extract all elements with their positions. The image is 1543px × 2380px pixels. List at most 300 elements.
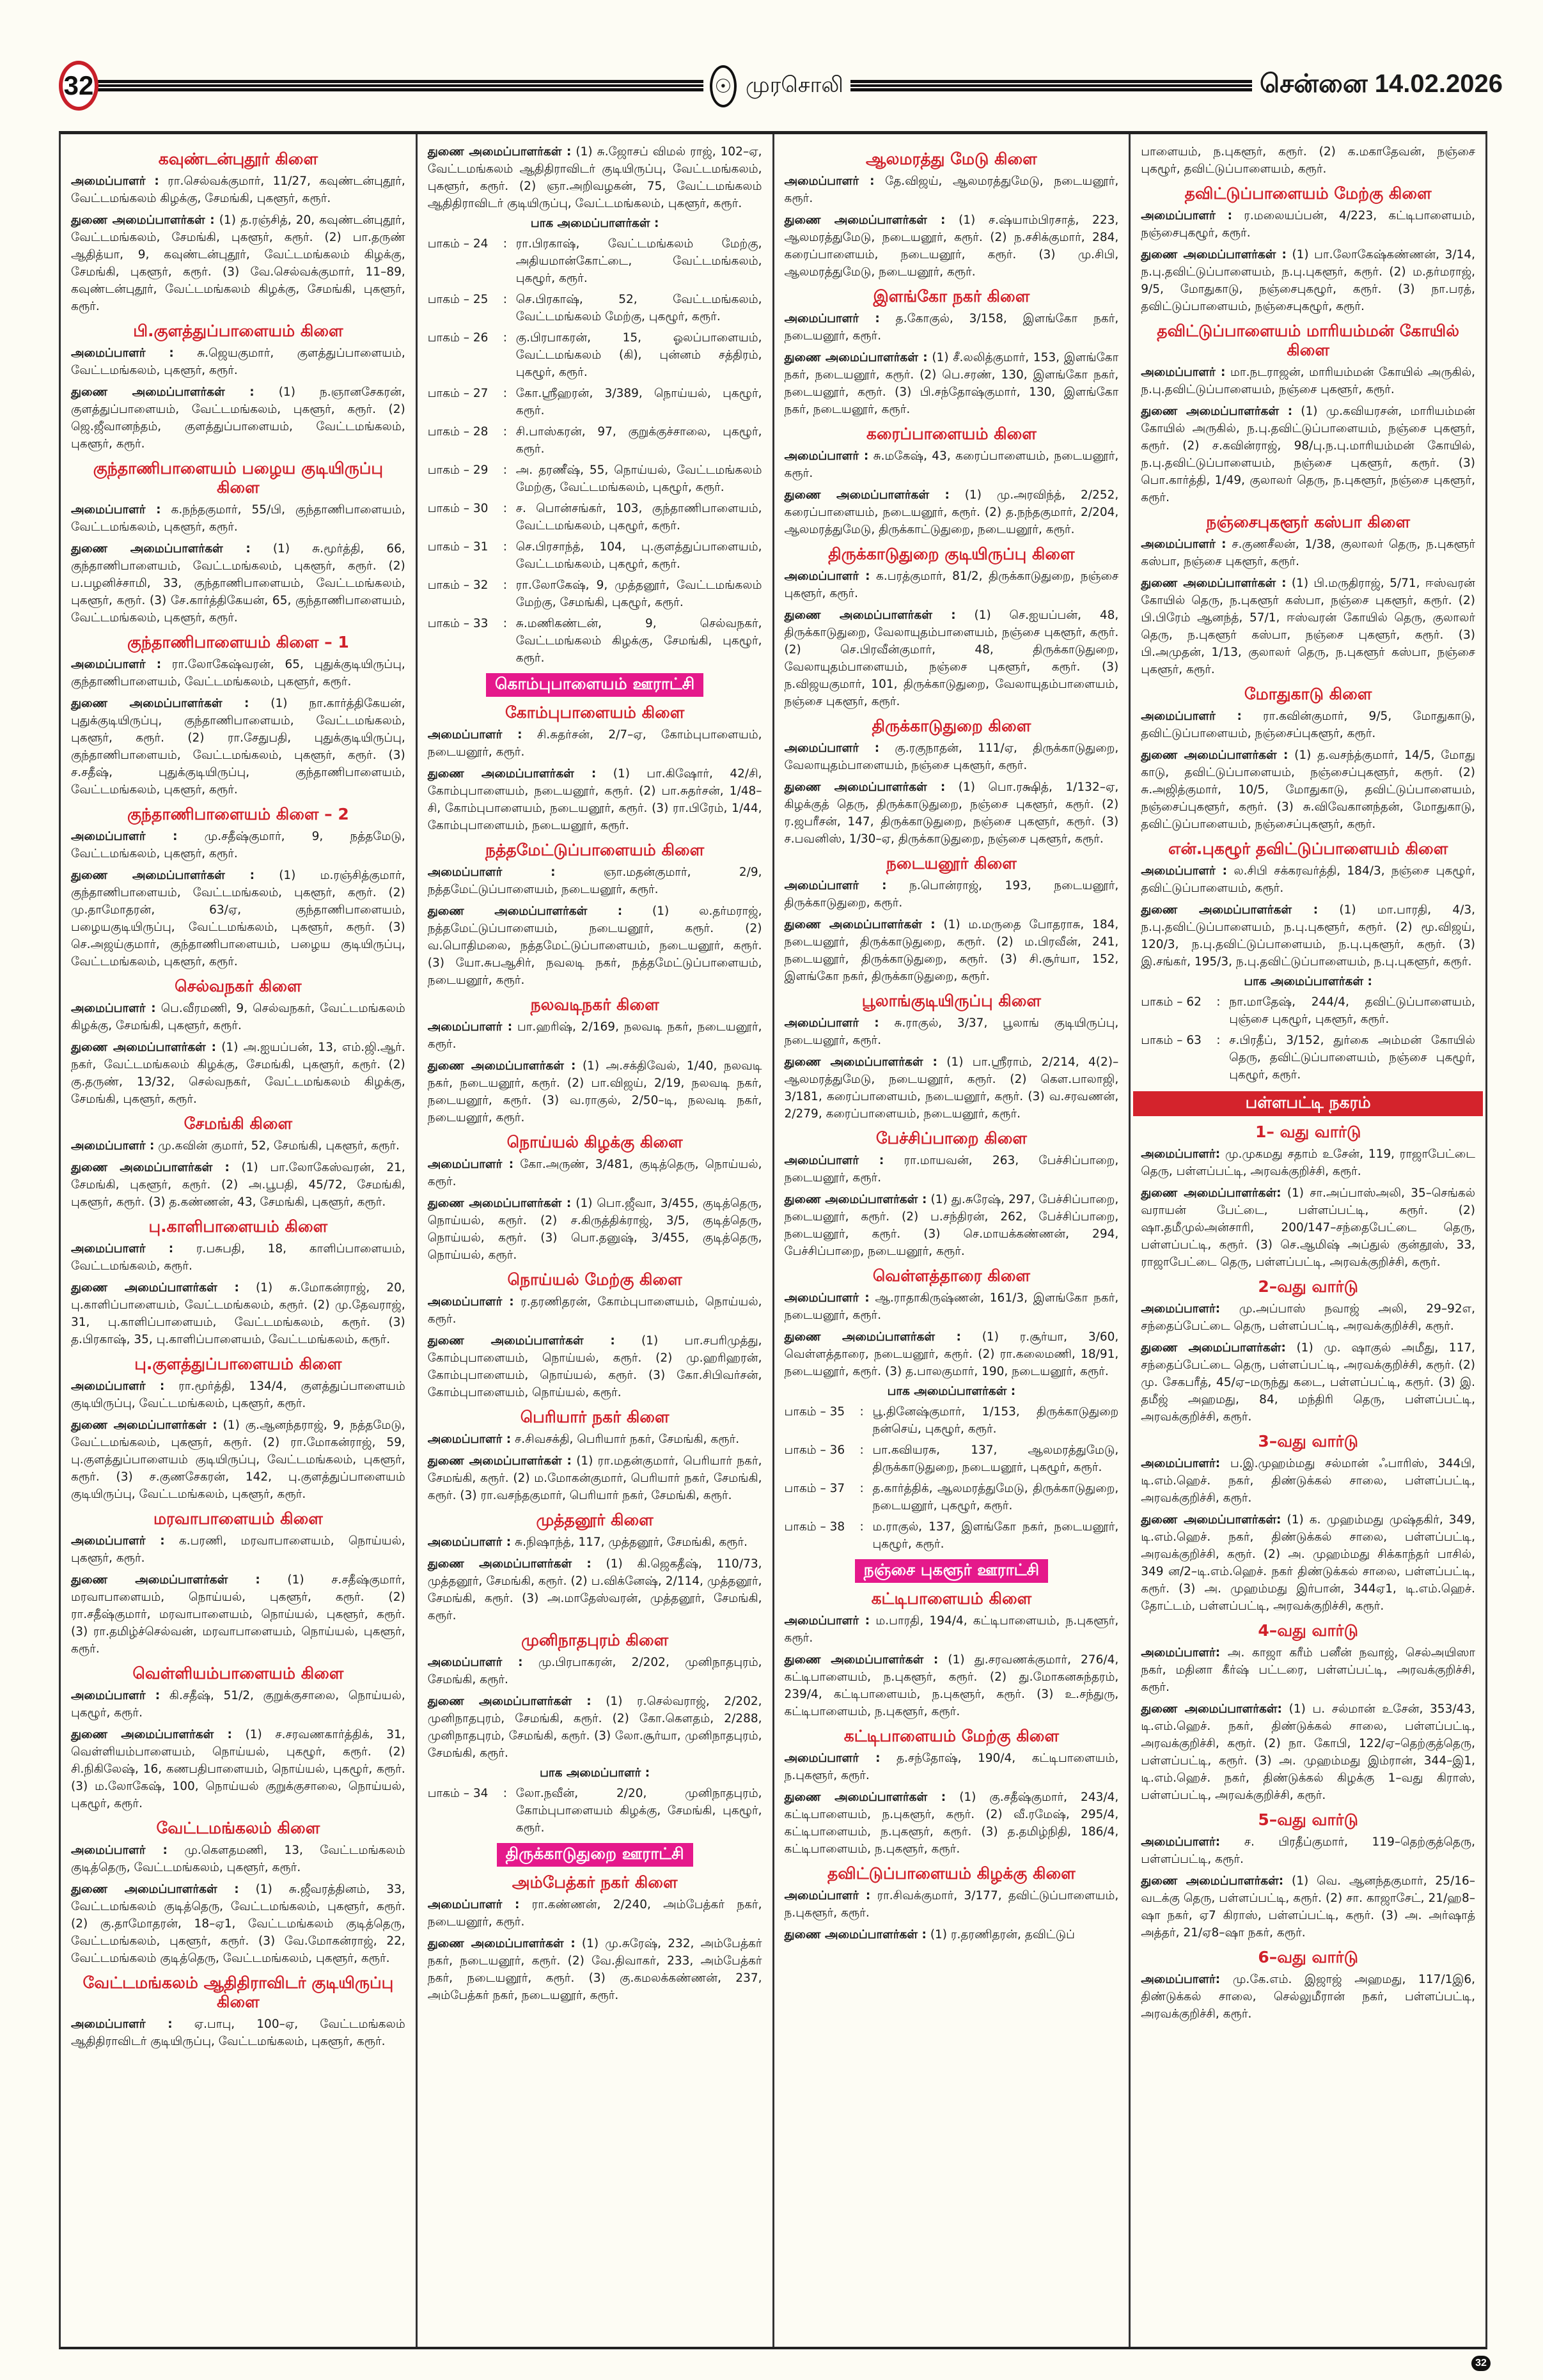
separator: :: [859, 1520, 864, 1534]
office-bearer-entry: [71, 1687, 405, 1722]
office-bearer-entry: [785, 1887, 1119, 1922]
booth-number: பாகம் – 30: [427, 502, 489, 515]
office-bearer-entry: [71, 1000, 405, 1034]
office-bearer-entry: [785, 1289, 1119, 1324]
branch-heading: 3–வது வார்டு: [1258, 1432, 1358, 1451]
office-bearer-entry: [1141, 1455, 1475, 1507]
entry-label: அமைப்பாளர் :: [71, 1002, 156, 1015]
section-subheading: பாக அமைப்பாளர் :: [540, 1766, 650, 1780]
office-bearer-entry: [785, 310, 1119, 345]
office-bearer-entry: [428, 1018, 762, 1053]
office-bearer-entry: [785, 779, 1119, 848]
entry-text: (1) பி.மருதிராஜ், 5/71, ஈஸ்வரன் கோயில் தெரு, ந.புகளூர் கஸ்பா, நஞ்சை புகளூர், கரூர். (2) பி.பிரேம் ஆனந்த், 57/1, ஈஸ்வரன் கோயில் தெரு, குலாலர் தெரு, ந.புகளூர் கஸ்பா, நஞ்சை புகளூர், கரூர். (3) பி.அமுதன், 1/13, குலாலர் தெரு, ந.புகளூர் கஸ்பா, நஞ்சை புகளூர், கரூர்.: [1141, 577, 1475, 676]
entry-label: அமைப்பாளர் :: [71, 1844, 168, 1857]
office-bearer-entry: [785, 877, 1119, 912]
booth-agent-row: [428, 291, 762, 325]
entry-label: துணை அமைப்பாளர்கள் :: [71, 1883, 239, 1896]
entry-label: அமைப்பாளர் :: [1141, 366, 1226, 379]
branch-heading: வெள்ளத்தாரை கிளை: [872, 1266, 1030, 1285]
branch-heading: வேட்டமங்கலம் கிளை: [156, 1819, 320, 1837]
booth-agent-row: [428, 1785, 762, 1837]
office-bearer-entry: [71, 1279, 405, 1348]
office-bearer-entry: [1141, 1971, 1475, 2023]
entry-label: அமைப்பாளர் :: [784, 742, 880, 755]
booth-agent-text: ரா.லோகேஷ், 9, முத்தனூர், வேட்டமங்கலம் மேற்கு, சேமங்கி, புகழூர், கரூர்.: [515, 579, 762, 609]
branch-heading: கட்டிபாளையம் கிளை: [871, 1589, 1032, 1608]
office-bearer-entry: [785, 212, 1119, 281]
entry-text: சு.ராகுல், 3/37, பூலாங் குடியிருப்பு, நடையனூர், கரூர்.: [784, 1016, 1119, 1047]
branch-heading: 6–வது வார்டு: [1258, 1948, 1358, 1966]
booth-agent-row: [428, 423, 762, 458]
entry-label: அமைப்பாளர் :: [71, 346, 174, 360]
branch-heading: பேச்சிப்பாறை கிளை: [875, 1129, 1027, 1147]
masthead-rule-right: [850, 80, 1260, 91]
entry-text: ச.குணசீலன், 1/38, குலாலர் தெரு, ந.புகளூர் கஸ்பா, நஞ்சை புகளூர், கரூர்.: [1141, 538, 1475, 568]
entry-text: (1) பொ.ரக்ஷித், 1/132–ஏ, கிழக்குத் தெரு, திருக்காடுதுறை, நஞ்சை புகளூர், கரூர். (2) ர.ஜபரீசன், 147, திருக்காடுதுறை, நஞ்சை புகளூர், கரூர். (3) ச.பவனிஸ், 1/30–ஏ, திருக்காடுதுறை, நஞ்சை புகளூர், கரூர்.: [784, 781, 1119, 846]
entry-text: சி.சுதர்சன், 2/7–ஏ, கோம்புபாளையம், நடையனூர், கரூர்.: [427, 728, 762, 759]
entry-text: தே.விஜய், ஆலமரத்துமேடு, நடையனூர், கரூர்.: [784, 175, 1119, 205]
newspaper-name: முரசொலி: [746, 72, 843, 97]
entry-label: அமைப்பாளர் :: [427, 866, 556, 879]
entry-label: அமைப்பாளர் :: [71, 175, 159, 188]
branch-heading: பி.குளத்துப்பாளையம் கிளை: [133, 322, 343, 340]
branch-heading: மோதுகாடு கிளை: [1244, 685, 1372, 703]
entry-text: (1) பா.சபரிமுத்து, கோம்புபாளையம், நொய்யல், கரூர். (2) மு.ஹரிஹரன், கோம்புபாளையம், நொய்யல், கரூர். (3) கோ.சிபிவர்சன், கோம்புபாளையம், நொய்யல், கரூர்.: [427, 1334, 762, 1399]
entry-text: ரா.மாயவன், 263, பேச்சிப்பாறை, நடையனூர், கரூர்.: [784, 1154, 1119, 1185]
entry-label: அமைப்பாளர் :: [784, 1752, 881, 1765]
branch-heading: வேட்டமங்கலம் ஆதிதிராவிடர் குடியிருப்பு கிளை: [82, 1973, 394, 2011]
branch-heading: 1– வது வார்டு: [1255, 1123, 1361, 1141]
entry-text: (1) மு.கவியரசன், மாரியம்மன் கோயில் அருகில், ந.பு.தவிட்டுப்பாளையம், நஞ்சை புகளூர், கரூர். (2) ச.கவின்ராஜ், 98/பு.ந.பு.மாரியம்மன் கோயில், ந.பு.தவிட்டுப்பாளையம், நஞ்சை புகளூர், கரூர். (3) பொ.கார்த்தி, 1/49, குலாலர் தெரு, ந.புகளூர், நஞ்சை புகளூர், கரூர்.: [1141, 405, 1475, 504]
entry-text: மு.அப்பாஸ் நவாஜ் அலி, 29–92எ, சந்தைப்பேட்டை தெரு, பள்ளப்பட்டி, அரவக்குறிச்சி, கரூர்.: [1141, 1302, 1475, 1333]
booth-number: பாகம் – 25: [427, 293, 489, 306]
office-bearer-entry: [71, 1881, 405, 1967]
entry-text: கி.சதீஷ், 51/2, குறுக்குசாலை, நொய்யல், புகழூர், கரூர்.: [71, 1689, 405, 1720]
branch-heading: நொய்யல் கிழக்கு கிளை: [506, 1133, 683, 1151]
entry-text: (1) ம.மருதை போதராசு, 184, நடையனூர், திருக்காடுதுறை, கரூர். (2) ம.பிரவீன், 241, நடையனூர், திருக்காடுதுறை, கரூர். (3) சி.சூர்யா, 152, இளங்கோ நகர், திருக்காடுதுறை, கரூர்.: [784, 918, 1119, 983]
entry-text: ச.சிவசக்தி, பெரியார் நகர், சேமங்கி, கரூர்.: [515, 1433, 740, 1446]
separator: :: [859, 1405, 864, 1419]
office-bearer-entry: [428, 1431, 762, 1448]
office-bearer-entry: [1141, 1700, 1475, 1804]
entry-text: (1) ச.சரவணகார்த்திக், 31, வெள்ளியம்பாளையம், நொய்யல், புகழூர், கரூர். (2) சி.நிகிலேஷ், 16, கணபதிபாளையம், நொய்யல், புகழூர், கரூர். (3) ம.லோகேஷ், 100, நொய்யல் குறுக்குசாலை, நொய்யல், புகழூர், கரூர்.: [71, 1728, 405, 1810]
branch-heading: நஞ்சைபுகளூர் கஸ்பா கிளை: [1206, 513, 1411, 531]
entry-text: ஆ.ராதாகிருஷ்ணன், 161/3, இளங்கோ நகர், நடையனூர், கரூர்.: [784, 1291, 1119, 1322]
booth-number: பாகம் – 33: [427, 617, 489, 630]
office-bearer-entry: [785, 607, 1119, 710]
entry-text: (1) து.சரவணக்குமார், 276/4, கட்டிபாளையம், ந.புகளூர், கரூர். (2) து.மோகனசுந்தரம், 239/4, கட்டிபாளையம், ந.புகளூர், கரூர். (3) உ.சந்துரு, கட்டிபாளையம், ந.புகளூர், கரூர்.: [784, 1653, 1119, 1718]
office-bearer-entry: [785, 916, 1119, 985]
office-bearer-entry: [785, 1789, 1119, 1858]
entry-text: (1) மு.சுரேஷ், 232, அம்பேத்கர் நகர், நடையனூர், கரூர். (2) வே.திவாகர், 233, அம்பேத்கர் நகர், நடையனூர், கரூர். (3) கு.கமலக்கண்ணன், 237, அம்பேத்கர் நகர், நடையனூர், கரூர்.: [427, 1937, 762, 2002]
entry-label: அமைப்பாளர் :: [71, 1689, 161, 1702]
booth-agent-text: செ.பிரசாந்த், 104, பு.குளத்துப்பாளையம், வேட்டமங்கலம், புகழூர், கரூர்.: [515, 540, 762, 571]
entry-label: துணை அமைப்பாளர்கள் :: [71, 1281, 239, 1295]
office-bearer-entry: [1141, 1300, 1475, 1335]
entry-text: மு.கவின் குமார், 52, சேமங்கி, புகளூர், கரூர்.: [158, 1139, 400, 1153]
entry-text: (1) செ.ஐயப்பன், 48, திருக்காடுதுறை, வேலாயுதம்பாளையம், நஞ்சை புகளூர், கரூர். (2) செ.பிரவீன்குமார், 48, திருக்காடுதுறை, வேலாயுதம்பாளையம், நஞ்சை புகளூர், கரூர். (3) ந.விஜயகுமார், 101, திருக்காடுதுறை, வேலாயுதம்பாளையம், நஞ்சை புகளூர், கரூர்.: [784, 609, 1119, 708]
entry-text: (1) க. முஹம்மது முஷ்தகிர், 349, டி.எம்.ஹெச். நகர், திண்டுக்கல் சாலை, பள்ளப்பட்டி, அரவக்குறிச்சி, கரூர். (2) அ. முஹம்மது சிக்காந்தர் பாசில், 349 ன/2–டி.எம்.ஹெச். நகர் திண்டுக்கல் சாலை, பள்ளப்பட்டி, கரூர். (3) அ. முஹம்மது இர்பான், 344ஏ1, டி.எம்.ஹெச். தோட்டம், பள்ளப்பட்டி, அரவக்குறிச்சி, கரூர்.: [1141, 1513, 1475, 1613]
booth-agent-text: ச.பிரதீப், 3/152, துர்கை அம்மன் கோயில் தெரு, தவிட்டுப்பாளையம், நஞ்சை புகழூர், புகழூர், கரூர்.: [1229, 1034, 1475, 1082]
entry-text: (1) சு.ஜோசப் விமல் ராஜ், 102–ஏ, வேட்டமங்கலம் ஆதிதிராவிடர் குடியிருப்பு, வேட்டமங்கலம், புகளூர், கரூர். (2) ஞா.அறிவழகன், 75, வேட்டமங்கலம் ஆதிதிராவிடர் குடியிருப்பு, வேட்டமங்கலம், புகளூர், கரூர்.: [427, 145, 762, 210]
office-bearer-entry: [1141, 536, 1475, 570]
booth-agent-row: [1141, 1032, 1475, 1084]
office-bearer-entry: [785, 1054, 1119, 1123]
entry-label: அமைப்பாளர் :: [784, 1291, 870, 1305]
entry-text: க.பரணி, மரவாபாளையம், நொய்யல், புகளூர், கரூர்.: [71, 1534, 405, 1565]
branch-heading: தவிட்டுப்பாளையம் மாரியம்மன் கோயில் கிளை: [1157, 322, 1459, 359]
branch-heading: 4–வது வார்டு: [1258, 1621, 1358, 1640]
office-bearer-entry: [71, 1378, 405, 1412]
branch-heading: நொய்யல் மேற்கு கிளை: [507, 1270, 682, 1289]
separator: :: [503, 540, 507, 554]
entry-label: அமைப்பாளர்:: [1141, 1457, 1221, 1470]
entry-label: துணை அமைப்பாளர்கள் :: [784, 1653, 939, 1667]
entry-label: அமைப்பாளர் :: [71, 658, 162, 671]
entry-text: (1) சு.மூர்த்தி, 66, குந்தாணிபாளையம், வேட்டமங்கலம், புகளூர், கரூர். (2) ப.பழனிச்சாமி, 33, குந்தாணிபாளையம், வேட்டமங்கலம், புகளூர், கரூர். (3) சே.கார்த்திகேயன், 65, குந்தாணிபாளையம், வேட்டமங்கலம், புகளூர், கரூர்.: [71, 542, 405, 625]
office-bearer-entry: [71, 540, 405, 626]
office-bearer-entry: [71, 501, 405, 536]
entry-text: (1) அ.சக்திவேல், 1/40, நலவடி நகர், நடையனூர், கரூர். (2) பா.விஜய், 2/19, நலவடி நகர், நடையனூர், கரூர். (3) வ.ராகுல், 2/50–டி, நலவடி நகர், நடையனூர், கரூர்.: [427, 1059, 762, 1124]
separator: :: [503, 331, 507, 345]
entry-label: துணை அமைப்பாளர்கள் :: [71, 1728, 232, 1741]
entry-text: (1) கி.ஜெகதீஷ், 110/73, முத்தனூர், சேமங்கி, கரூர். (2) ப.விக்னேஷ், 2/114, முத்தனூர், சேமங்கி, கரூர். (3) அ.மாதேஸ்வரன், முத்தனூர், சேமங்கி, கரூர்.: [427, 1557, 762, 1622]
entry-label: அமைப்பாளர் :: [1141, 864, 1228, 878]
entry-label: துணை அமைப்பாளர்கள் :: [1141, 248, 1287, 261]
entry-text: பாளையம், ந.புகளூர், கரூர். (2) க.மகாதேவன், நஞ்சை புகழூர், தவிட்டுப்பாளையம், கரூர்.: [1141, 145, 1475, 176]
entry-label: அமைப்பாளர்:: [1141, 1302, 1221, 1316]
office-bearer-entry: [71, 1842, 405, 1876]
entry-label: துணை அமைப்பாளர்கள் :: [427, 1557, 591, 1571]
entry-label: அமைப்பாளர் :: [71, 2018, 173, 2031]
office-bearer-entry: [428, 726, 762, 761]
booth-agent-row: [785, 1480, 1119, 1514]
office-bearer-entry: [1141, 1146, 1475, 1180]
branch-heading: திருக்காடுதுறை கிளை: [872, 717, 1031, 735]
entry-label: துணை அமைப்பாளர்கள்:: [1141, 1513, 1281, 1527]
entry-label: துணை அமைப்பாளர்கள் :: [784, 351, 928, 364]
entry-text: (1) ம.ரஞ்சித்குமார், குந்தாணிபாளையம், வேட்டமங்கலம், புகளூர், கரூர். (2) மு.தாமோதரன், 63/ஏ, குந்தாணிபாளையம், பழையகுடியிருப்பு, வேட்டமங்கலம், புகளூர், கரூர். (3) செ.அஜய்குமார், குந்தாணிபாளையம், பழைய குடியிருப்பு, வேட்டமங்கலம், புகளூர், கரூர்.: [71, 869, 405, 968]
branch-heading: பெரியார் நகர் கிளை: [520, 1408, 670, 1426]
entry-label: அமைப்பாளர் :: [71, 830, 178, 843]
booth-number: பாகம் – 26: [427, 331, 489, 345]
separator: :: [503, 387, 507, 400]
branch-heading: நடையனூர் கிளை: [886, 854, 1017, 873]
entry-text: (1) த.வசந்த்குமார், 14/5, மோது காடு, தவிட்டுப்பாளையம், நஞ்சைப்புகளூர், கரூர். (2) சு.அஜித்குமார், 10/5, மோதுகாடு, தவிட்டுப்பாளையம், நஞ்சைப்புகளூர், கரூர். (3) சு.விவேகானந்தன், மோதுகாடு, தவிட்டுப்பாளையம், நஞ்சைப்புகளூர், கரூர்.: [1141, 749, 1475, 831]
office-bearer-entry: [785, 447, 1119, 482]
entry-text: (1) மா.பாரதி, 4/3, ந.பு.தவிட்டுப்பாளையம், ந.பு.புகளூர், கரூர். (2) மூ.விஜய், 120/3, ந.பு.தவிட்டுப்பாளையம், ந.பு.புகளூர், கரூர். (3) இ.சங்கர், 195/3, ந.பு.தவிட்டுப்பாளையம், ந.பு.புகளூர், கரூர்.: [1141, 903, 1475, 968]
office-bearer-entry: [1141, 403, 1475, 506]
entry-text: (1) சு.மோகன்ராஜ், 20, பு.காளிப்பாளையம், வேட்டமங்கலம், கரூர். (2) மு.தேவராஜ், 31, பு.காளிப்பாளையம், வேட்டமங்கலம், கரூர். (3) த.பிரகாஷ், 35, பு.காளிப்பாளையம், வேட்டமங்கலம், கரூர்.: [71, 1281, 405, 1346]
booth-number: பாகம் – 35: [784, 1405, 845, 1419]
entry-label: அமைப்பாளர் :: [784, 879, 887, 892]
entry-label: அமைப்பாளர் :: [427, 1898, 520, 1911]
booth-agent-text: கோ.ஸ்ரீஹரன், 3/389, நொய்யல், புகழூர், கரூர்.: [515, 387, 762, 417]
office-bearer-entry: [71, 1726, 405, 1812]
office-bearer-entry: [428, 765, 762, 834]
office-bearer-entry: [71, 384, 405, 453]
office-bearer-entry: [1141, 862, 1475, 897]
entry-label: துணை அமைப்பாளர்கள்:: [1141, 1341, 1286, 1355]
office-bearer-entry: [71, 695, 405, 798]
booth-number: பாகம் – 27: [427, 387, 489, 400]
entry-label: துணை அமைப்பாளர்கள் :: [1141, 405, 1293, 418]
booth-agent-row: [428, 577, 762, 611]
branch-heading: திருக்காடுதுறை குடியிருப்பு கிளை: [828, 545, 1075, 563]
column-2: [418, 134, 774, 2347]
entry-label: துணை அமைப்பாளர்கள் :: [1141, 903, 1319, 917]
entry-label: துணை அமைப்பாளர்கள் :: [71, 385, 255, 399]
entry-label: அமைப்பாளர் :: [784, 1154, 884, 1167]
entry-text: சு.நிஷாந்த், 117, முத்தனூர், சேமங்கி, கரூர்.: [515, 1536, 748, 1549]
page-number-badge: 32: [59, 61, 98, 111]
booth-number: பாகம் – 63: [1141, 1034, 1202, 1047]
entry-text: (1) நா.கார்த்திகேயன், புதுக்குடியிருப்பு, குந்தாணிபாளையம், வேட்டமங்கலம், புகளூர், கரூர். (2) ரா.சேதுபதி, புதுக்குடியிருப்பு, குந்தாணிபாளையம், வேட்டமங்கலம், புகளூர், கரூர். (3) ச.சதீஷ், புதுக்குடியிருப்பு, குந்தாணிபாளையம், வேட்டமங்கலம், புகளூர், கரூர்.: [71, 697, 405, 797]
booth-agent-text: த.கார்த்திக், ஆலமரத்துமேடு, திருக்காடுதுறை, நடையனூர், புகழூர், கரூர்.: [872, 1482, 1119, 1513]
entry-text: மு.கே.எம். இஜாஜ் அஹமது, 117/1இ6, திண்டுக்கல் சாலை, செல்லுமீரான் நகர், பள்ளப்பட்டி, அரவக்குறிச்சி, கரூர்.: [1141, 1973, 1475, 2021]
separator: :: [1216, 1034, 1221, 1047]
entry-label: துணை அமைப்பாளர்கள் :: [71, 542, 251, 556]
office-bearer-entry: [71, 1240, 405, 1275]
booth-agent-row: [428, 235, 762, 287]
entry-text: (1) ச.சதீஷ்குமார், மரவாபாளையம், நொய்யல், புகளூர், கரூர். (2) ரா.சதீஷ்குமார், மரவாபாளையம், நொய்யல், புகளூர், கரூர். (3) ரா.தமிழ்ச்செல்வன், மரவாபாளையம், நொய்யல், புகளூர், கரூர்.: [71, 1573, 405, 1656]
branch-heading: கவுண்டன்புதூர் கிளை: [158, 150, 318, 168]
separator: :: [503, 425, 507, 439]
office-bearer-entry: [71, 212, 405, 315]
entry-text: (1) ப. சல்மான் உசேன், 353/43, டி.எம்.ஹெச். நகர், திண்டுக்கல் சாலை, பள்ளப்பட்டி, அரவக்குறிச்சி, கரூர். (2) நா. கோபி, 122/ஏ–தெற்குத்தெரு, பள்ளப்பட்டி, கரூர். (3) அ. முஹம்மது இம்ரான், 344–இ1, டி.எம்.ஹெச். நகர், திண்டுக்கல் கிழக்கு 1–வது கிராஸ், பள்ளப்பட்டி, அரவக்குறிச்சி, கரூர்.: [1141, 1702, 1476, 1802]
office-bearer-entry: [428, 143, 762, 212]
branch-heading: கரைப்பாளையம் கிளை: [866, 424, 1037, 443]
office-bearer-entry: [785, 740, 1119, 774]
booth-number: பாகம் – 32: [427, 579, 489, 592]
entry-label: துணை அமைப்பாளர்கள்:: [1141, 1186, 1281, 1200]
office-bearer-entry: [428, 1534, 762, 1551]
office-bearer-entry: [428, 1156, 762, 1190]
office-bearer-entry: [785, 486, 1119, 538]
entry-label: துணை அமைப்பாளர்கள் :: [427, 767, 597, 781]
entry-label: துணை அமைப்பாளர்கள் :: [427, 1937, 576, 1950]
office-bearer-entry: [1141, 575, 1475, 678]
entry-text: த.சந்தோஷ், 190/4, கட்டிபாளையம், ந.புகளூர், கரூர்.: [784, 1752, 1119, 1782]
entry-label: அமைப்பாளர் :: [427, 1656, 523, 1669]
panchayat-banner: திருக்காடுதுறை ஊராட்சி: [497, 1843, 693, 1867]
entry-text: மு.சதீஷ்குமார், 9, நத்தமேடு, வேட்டமங்கலம், புகளூர், கரூர்.: [71, 830, 405, 860]
office-bearer-entry: [785, 1926, 1119, 1943]
branch-heading: பு.காளிபாளையம் கிளை: [148, 1217, 328, 1236]
office-bearer-entry: [785, 1152, 1119, 1186]
entry-text: (1) பொ.ஜீவா, 3/455, குடித்தெரு, நொய்யல், கரூர். (2) ச.கிருத்திக்ராஜ், 3/5, குடித்தெரு, நொய்யல், கரூர். (3) பொ.தனுஷ், 3/455, குடித்தெரு, நொய்யல், கரூர்.: [427, 1197, 762, 1262]
branch-heading: ஆலமரத்து மேடு கிளை: [866, 150, 1037, 168]
booth-agent-text: ச. பொன்சங்கர், 103, குந்தாணிபாளையம், வேட்டமங்கலம், புகழூர், கரூர்.: [515, 502, 762, 533]
entry-text: த.கோகுல், 3/158, இளங்கோ நகர், நடையனூர், கரூர்.: [784, 312, 1119, 343]
booth-number: பாகம் – 34: [427, 1787, 489, 1800]
booth-agent-text: பா.கவியரசு, 137, ஆலமரத்துமேடு, திருக்காடுதுறை, நடையனூர், புகழூர், கரூர்.: [872, 1443, 1119, 1474]
entry-text: (1) ச.ஷ்யாம்பிரசாத், 223, ஆலமரத்துமேடு, நடையனூர், கரூர். (2) ந.சசிக்குமார், 284, கரைப்பாளையம், நடையனூர், கரூர். (3) மு.சிபி, ஆலமரத்துமேடு, நடையனூர், கரூர்.: [784, 214, 1119, 279]
entry-text: (1) து.சுரேஷ், 297, பேச்சிப்பாறை, நடையனூர், கரூர். (2) ப.சந்திரன், 262, பேச்சிப்பாறை, நடையனூர், கரூர். (3) செ.மாயக்கண்ணன், 294, பேச்சிப்பாறை, நடையனூர், கரூர்.: [784, 1193, 1119, 1258]
entry-text: ப.இ.முஹம்மது சல்மான் ஃபாரிஸ், 344பி, டி.எம்.ஹெச். நகர், திண்டுக்கல் சாலை, பள்ளப்பட்டி, அரவக்குறிச்சி, கரூர்.: [1141, 1457, 1475, 1505]
entry-label: துணை அமைப்பாளர்கள் :: [427, 1334, 615, 1348]
office-bearer-entry: [785, 568, 1119, 602]
booth-number: பாகம் – 37: [784, 1482, 845, 1495]
masthead: [45, 61, 1503, 118]
booth-number: பாகம் – 24: [427, 237, 489, 251]
entry-text: மா.நடராஜன், மாரியம்மன் கோயில் அருகில், ந.பு.தவிட்டுப்பாளையம், நஞ்சை புகளூர், கரூர்.: [1141, 366, 1475, 396]
entry-label: துணை அமைப்பாளர்கள் :: [427, 1197, 572, 1210]
section-subheading: பாக அமைப்பாளர்கள் :: [530, 217, 659, 230]
entry-label: துணை அமைப்பாளர்கள் :: [427, 905, 623, 918]
branch-heading: பு.குளத்துப்பாளையம் கிளை: [134, 1355, 342, 1373]
office-bearer-entry: [1141, 1833, 1475, 1868]
entry-text: பெ.வீரமணி, 9, செல்வநகர், வேட்டமங்கலம் கிழக்கு, சேமங்கி, புகளூர், கரூர்.: [71, 1002, 405, 1032]
booth-number: பாகம் – 31: [427, 540, 489, 554]
booth-agent-row: [428, 329, 762, 381]
entry-text: ரா.கண்ணன், 2/240, அம்பேத்கர் நகர், நடையனூர், கரூர்.: [427, 1898, 762, 1929]
entry-text: (1) ர.தரணிதரன், தவிட்டுப்: [930, 1928, 1075, 1941]
office-bearer-entry: [428, 1293, 762, 1328]
entry-text: (1) சீ.லலித்குமார், 153, இளங்கோ நகர், நடையனூர், கரூர். (2) பெ.சரண், 130, இளங்கோ நகர், நடையனூர், கரூர். (3) பி.சந்தோஷ்குமார், 130, இளங்கோ நகர், நடையனூர், கரூர்.: [784, 351, 1119, 416]
entry-label: அமைப்பாளர் :: [1141, 209, 1232, 222]
entry-label: துணை அமைப்பாளர்கள் :: [71, 214, 215, 227]
column-3: [774, 134, 1131, 2347]
entry-label: துணை அமைப்பாளர்கள் :: [784, 1330, 961, 1344]
branch-heading: தவிட்டுப்பாளையம் மேற்கு கிளை: [1184, 184, 1432, 203]
entry-label: அமைப்பாளர்:: [1141, 1147, 1221, 1161]
branch-heading: முனிநாதபுரம் கிளை: [521, 1631, 669, 1649]
entry-text: பா.ஹரிஷ், 2/169, நலவடி நகர், நடையனூர், கரூர்.: [427, 1020, 762, 1051]
entry-text: ரா.மூர்த்தி, 134/4, குளத்துப்பாளையம் குடியிருப்பு, வேட்டமங்கலம், புகளூர், கரூர்.: [71, 1380, 405, 1410]
office-bearer-entry: [1141, 143, 1475, 178]
office-bearer-entry: [1141, 747, 1475, 833]
entry-label: துணை அமைப்பாளர்கள்:: [1141, 1702, 1282, 1716]
office-bearer-entry: [785, 1750, 1119, 1784]
branch-heading: முத்தனூர் கிளை: [536, 1511, 654, 1529]
office-bearer-entry: [1141, 1872, 1475, 1941]
entry-label: அமைப்பாளர் :: [427, 1020, 513, 1034]
booth-agent-row: [428, 462, 762, 496]
entry-text: (1) மு. ஷாகுல் அமீது, 117, சந்தைப்பேட்டை தெரு, பள்ளப்பட்டி, அரவக்குறிச்சி, கரூர். (2) மு. சேகபரீத், 45/ஏ–மருந்து கடை, பள்ளப்பட்டி, கரூர். (3) இ. தமீஜ் அஹமது, 84, மந்திரி தெரு, பள்ளப்பட்டி, அரவக்குறிச்சி, கரூர்.: [1141, 1341, 1476, 1424]
entry-label: துணை அமைப்பாளர்கள் :: [784, 488, 950, 502]
entry-label: துணை அமைப்பாளர்கள் :: [427, 145, 572, 159]
entry-label: துணை அமைப்பாளர்கள் :: [71, 1041, 217, 1054]
booth-agent-text: கு.பிரபாகரன், 15, ஓலப்பாளையம், வேட்டமங்கலம் (கி), புன்னம் சத்திரம், புகழூர், கரூர்.: [515, 331, 762, 379]
entry-label: துணை அமைப்பாளர்கள் :: [784, 781, 946, 794]
branch-heading: பூலாங்குடியிருப்பு கிளை: [861, 992, 1041, 1010]
office-bearer-entry: [428, 1332, 762, 1401]
entry-label: அமைப்பாளர் :: [784, 1016, 879, 1030]
office-bearer-entry: [71, 1039, 405, 1108]
booth-agent-row: [428, 500, 762, 534]
entry-label: துணை அமைப்பாளர்கள் :: [784, 214, 946, 227]
separator: :: [859, 1482, 864, 1495]
booth-agent-row: [785, 1442, 1119, 1476]
entry-text: (1) சு.ஜீவரத்தினம், 33, வேட்டமங்கலம் குடித்தெரு, வேட்டமங்கலம், புகளூர், கரூர். (2) கு.தாமோதரன், 18–ஏ1, வேட்டமங்கலம் குடித்தெரு, வேட்டமங்கலம், புகளூர், கரூர். (3) வே.மோகன்ராஜ், 22, வேட்டமங்கலம் குடித்தெரு, வேட்டமங்கலம், புகளூர், கரூர்.: [71, 1883, 405, 1965]
office-bearer-entry: [428, 903, 762, 989]
entry-text: ரா.செல்வக்குமார், 11/27, கவுண்டன்புதூர், வேட்டமங்கலம் கிழக்கு, சேமங்கி, புகளூர், கரூர்.: [71, 175, 405, 205]
entry-label: அமைப்பாளர் :: [427, 1295, 514, 1309]
entry-label: அமைப்பாளர்:: [1141, 1646, 1221, 1660]
entry-text: (1) கு.சதீஷ்குமார், 243/4, கட்டிபாளையம், ந.புகளூர், கரூர். (2) வீ.ரமேஷ், 295/4, கட்டிபாளையம், ந.புகளூர், கரூர். (3) த.தமிழ்நிதி, 186/4, கட்டிபாளையம், ந.புகளூர், கரூர்.: [784, 1791, 1119, 1856]
section-subheading: பாக அமைப்பாளர்கள் :: [887, 1385, 1016, 1398]
entry-label: துணை அமைப்பாளர்கள் :: [784, 1791, 946, 1804]
office-bearer-entry: [785, 173, 1119, 207]
entry-label: அமைப்பாளர் :: [71, 1139, 155, 1153]
office-bearer-entry: [1141, 1185, 1475, 1271]
booth-agent-text: செ.பிரகாஷ், 52, வேட்டமங்கலம், வேட்டமங்கலம் மேற்கு, புகழூர், கரூர்.: [515, 293, 762, 323]
entry-label: அமைப்பாளர் :: [427, 1158, 514, 1171]
entry-text: (1) பா.கிஷோர், 42/சி, கோம்புபாளையம், நடையனூர், கரூர். (2) பா.சுதர்சன், 1/48–சி, கோம்புபாளையம், நடையனூர், கரூர். (3) ரா.பிரேம், 1/44, கோம்புபாளையம், நடையனூர், கரூர்.: [427, 767, 762, 832]
branch-heading: 2–வது வார்டு: [1258, 1277, 1358, 1296]
entry-label: அமைப்பாளர் :: [784, 175, 875, 188]
entry-label: துணை அமைப்பாளர்கள் :: [71, 1419, 217, 1432]
entry-text: ரா.லோகேஷ்வரன், 65, புதுக்குடியிருப்பு, குந்தாணிபாளையம், வேட்டமங்கலம், புகளூர், கரூர்.: [71, 658, 405, 688]
booth-number: பாகம் – 62: [1141, 995, 1202, 1009]
entry-text: (1) ரா.மதன்குமார், பெரியார் நகர், சேமங்கி, கரூர். (2) ம.மோகன்குமார், பெரியார் நகர், சேமங்கி, கரூர். (3) ரா.வசந்தகுமார், பெரியார் நகர், சேமங்கி, கரூர்.: [427, 1454, 762, 1502]
office-bearer-entry: [428, 1935, 762, 2004]
branch-heading: செல்வநகர் கிளை: [175, 977, 302, 995]
masthead-rule-left: [96, 80, 710, 91]
booth-agent-row: [785, 1518, 1119, 1553]
separator: :: [503, 463, 507, 477]
entry-text: ல.சிபி சக்கரவர்த்தி, 184/3, நஞ்சை புகழூர், தவிட்டுப்பாளையம், கரூர்.: [1141, 864, 1475, 895]
entry-label: துணை அமைப்பாளர்கள்:: [1141, 1874, 1284, 1888]
entry-label: அமைப்பாளர் :: [427, 1433, 512, 1446]
entry-text: க.பரத்குமார், 81/2, திருக்காடுதுறை, நஞ்சை புகளூர், கரூர்.: [784, 570, 1119, 600]
entry-label: துணை அமைப்பாளர்கள் :: [1141, 749, 1288, 762]
entry-label: துணை அமைப்பாளர்கள் :: [71, 697, 249, 710]
office-bearer-entry: [1141, 1339, 1475, 1426]
branch-heading: குந்தாணிபாளையம் கிளை – 1: [127, 633, 349, 651]
booth-agent-text: லோ.நவீன், 2/20, முனிநாதபுரம், கோம்புபாளையம் கிழக்கு, சேமங்கி, புகழூர், கரூர்.: [515, 1787, 762, 1835]
office-bearer-entry: [1141, 246, 1475, 315]
entry-text: சு.மகேஷ், 43, கரைப்பாளையம், நடையனூர், கரூர்.: [784, 449, 1119, 480]
booth-agent-text: சி.பாஸ்கரன், 97, குறுக்குச்சாலை, புகழூர், கரூர்.: [515, 425, 762, 456]
entry-text: க.நந்தகுமார், 55/பி, குந்தாணிபாளையம், வேட்டமங்கலம், புகளூர், கரூர்.: [71, 503, 405, 534]
office-bearer-entry: [71, 1159, 405, 1211]
branch-heading: சேமங்கி கிளை: [184, 1114, 293, 1133]
branch-heading: கோம்புபாளையம் கிளை: [505, 703, 685, 722]
office-bearer-entry: [71, 656, 405, 690]
office-bearer-entry: [428, 1693, 762, 1762]
entry-label: துணை அமைப்பாளர்கள் :: [71, 869, 255, 882]
separator: :: [503, 1787, 507, 1800]
entry-text: (1) ர.சூர்யா, 3/60, வெள்ளத்தாரை, நடையனூர், கரூர். (2) ரா.கலைமணி, 18/91, நடையனூர், கரூர். (3) த.பாலகுமார், 190, நடையனூர், கரூர்.: [784, 1330, 1119, 1378]
entry-label: அமைப்பாளர் :: [1141, 538, 1226, 551]
dateline: சென்னை 14.02.2026: [1252, 70, 1503, 102]
separator: :: [503, 293, 507, 306]
entry-label: துணை அமைப்பாளர்கள் :: [427, 1059, 576, 1073]
entry-text: ர.பசுபதி, 18, காளிப்பாளையம், வேட்டமங்கலம், கரூர்.: [71, 1242, 405, 1273]
branch-heading: என்.புகழூர் தவிட்டுப்பாளையம் கிளை: [1168, 839, 1448, 858]
booth-agent-text: பூ.தினேஷ்குமார், 1/153, திருக்காடுதுறை நன்செய், புகழூர், கரூர்.: [872, 1405, 1119, 1436]
office-bearer-entry: [428, 1452, 762, 1504]
entry-text: சு.ஜெயகுமார், குளத்துப்பாளையம், வேட்டமங்கலம், புகளூர், கரூர்.: [71, 346, 405, 377]
entry-text: (1) பா.லோகேஸ்வரன், 21, சேமங்கி, புகளூர், கரூர். (2) அ.பூபதி, 45/72, சேமங்கி, புகளூர், கரூர். (3) த.கண்ணன், 43, சேமங்கி, புகளூர், கரூர்.: [71, 1161, 405, 1209]
booth-agent-row: [428, 385, 762, 419]
branch-heading: குந்தாணிபாளையம் கிளை – 2: [127, 805, 349, 823]
office-bearer-entry: [1141, 364, 1475, 398]
entry-text: ம.பாரதி, 194/4, கட்டிபாளையம், ந.புகளூர், கரூர்.: [784, 1614, 1119, 1645]
article-frame: [59, 131, 1487, 2349]
entry-label: துணை அமைப்பாளர்கள் :: [784, 609, 956, 622]
booth-number: பாகம் – 36: [784, 1443, 845, 1457]
entry-label: அமைப்பாளர் :: [427, 728, 522, 742]
entry-text: (1) ந.ஞானசேகரன், குளத்துப்பாளையம், வேட்டமங்கலம், புகளூர், கரூர். (2) ஜெ.ஜீவானந்தம், குளத்துப்பாளையம், வேட்டமங்கலம், புகளூர், கரூர்.: [71, 385, 405, 451]
entry-label: துணை அமைப்பாளர்கள் :: [1141, 577, 1287, 590]
entry-label: அமைப்பாளர் :: [71, 1534, 165, 1548]
booth-agent-row: [428, 615, 762, 667]
booth-agent-row: [1141, 993, 1475, 1028]
office-bearer-entry: [785, 349, 1119, 418]
